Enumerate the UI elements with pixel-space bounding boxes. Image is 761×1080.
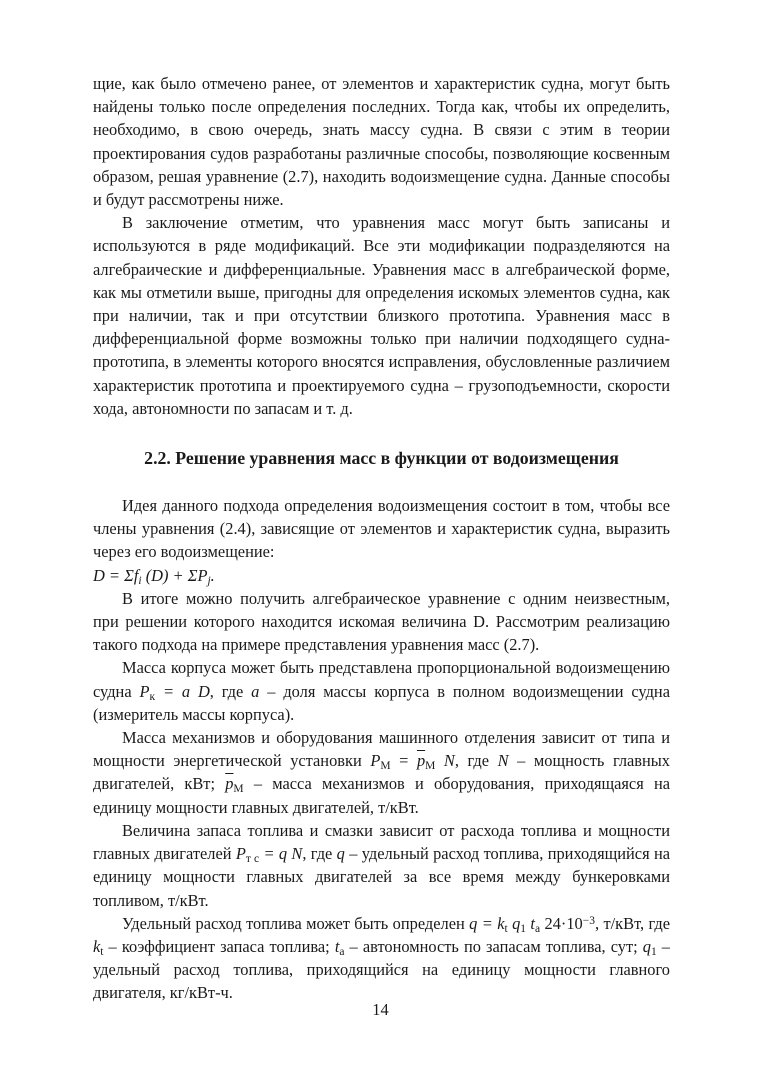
paragraph-5: Масса корпуса может быть представлена пропорциональной водоизмещению судна $P_к = a$ D, где a – доля массы корпуса в полном водоизмещении судна (измеритель массы корпуса).: [93, 658, 670, 724]
section-heading: 2.2. Решение уравнения масс в функции от водоизмещения: [144, 448, 619, 469]
paragraph-8: Удельный расход топлива может быть определен $q = k_t$ $q_1$ $t_a$ $24\cdot 10^{-3}$, т/кВт, где $k_t$ – коэффициент запаса топлива; $t_a$ – автономность по запасам топлива, сут; $q_1$ – удельный расход топлива, приходящийся на единицу мощности главного двигателя, кг/кВт-ч.: [93, 913, 671, 1003]
paragraph-7: Величина запаса топлива и смазки зависит от расхода топлива и мощности главных двигателей $P_{т с} = q$ N, где q – удельный расход топлива, приходящийся на единицу мощности главных двигателей за все время между бункеровками топливом, т/кВт.: [93, 820, 670, 910]
mass-equation-formula: $D = \Sigma f_i$ $(D) + \Sigma P_j$.: [93, 565, 215, 587]
paragraph-4: В итоге можно получить алгебраическое уравнение с одним неизвестным, при решении которого находится искомая величина D. Рассмотрим реализацию такого подхода на примере представления уравнения масс (2.7).: [93, 588, 670, 655]
paragraph-3: Идея данного подхода определения водоизмещения состоит в том, чтобы все члены уравнения (2.4), зависящие от элементов и характеристик судна, выразить через его водоизмещение:: [93, 496, 670, 562]
paragraph-2: В заключение отметим, что уравнения масс могут быть записаны и используются в ряде модификаций. Все эти модификации подразделяются на алгебраические и дифференциальные. Уравнения масс в алгебраической форме, как мы отметили выше, пригодны для определения искомых элементов судна, как при наличии, так и при отсутствии близкого прототипа. Уравнения масс в дифференциальной форме возможны только при наличии подходящего судна-прототипа, в элементы которого вносятся исправления, обусловленные различием характеристик прототипа и проектируемого судна – грузоподъемности, скорости хода, автономности по запасам и т. д.: [93, 213, 670, 418]
paragraph-1: щие, как было отмечено ранее, от элементов и характеристик судна, могут быть найдены только после определения последних. Тогда как, чтобы их определить, необходимо, в свою очередь, знать массу судна. В связи с этим в теории проектирования судов разработаны различные способы, позволяющие косвенным образом, решая уравнение (2.7), находить водоизмещение судна. Данные способы и будут рассмотрены ниже.: [93, 74, 670, 210]
page-body: [93, 72, 670, 1005]
paragraph-6: Масса механизмов и оборудования машинного отделения зависит от типа и мощности энергетической установки $P_М = \overline{p}_М$ N, где N – мощность главных двигателей, кВт; $\overline{p}_М$ – масса механизмов и оборудования, приходящаяся на единицу мощности главных двигателей, т/кВт.: [93, 728, 671, 817]
page-number: 14: [372, 1000, 389, 1019]
